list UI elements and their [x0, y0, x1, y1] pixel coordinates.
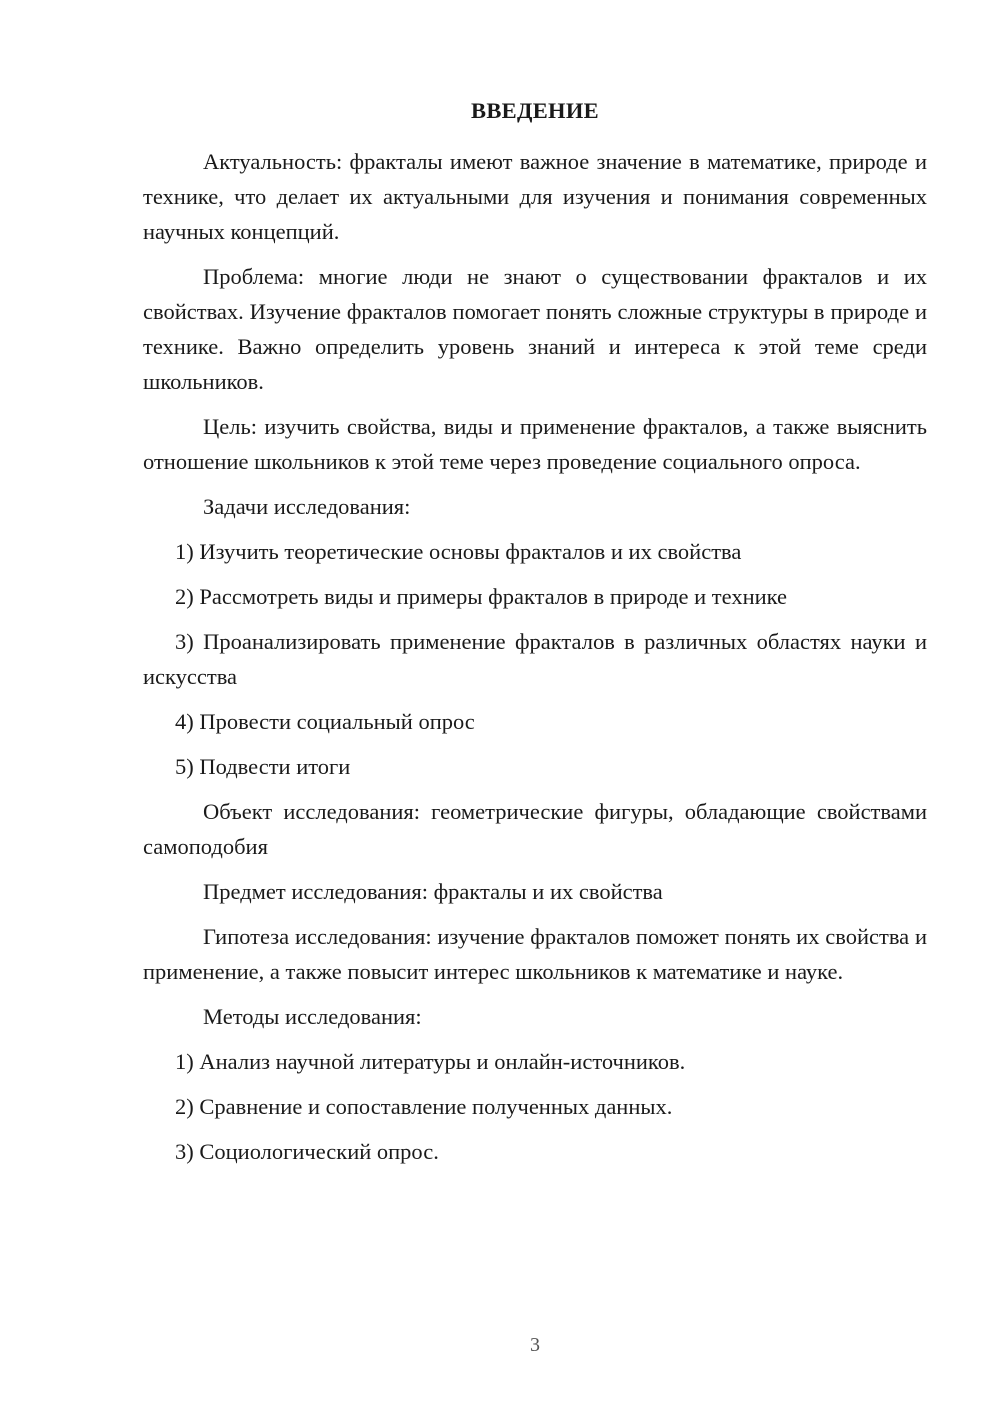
method-item-2: 2) Сравнение и сопоставление полученных данных. — [175, 1094, 673, 1119]
object-paragraph: Объект исследования: геометрические фигуры, обладающие свойствами самоподобия — [143, 799, 927, 859]
goal-paragraph: Цель: изучить свойства, виды и применение фракталов, а также выяснить отношение школьников к этой теме через проведение социального опроса. — [143, 414, 927, 474]
task-item-3: 3) Проанализировать применение фракталов в различных областях науки и искусства — [143, 629, 927, 689]
task-item-2: 2) Рассмотреть виды и примеры фракталов в природе и технике — [175, 584, 788, 609]
section-heading: ВВЕДЕНИЕ — [471, 98, 599, 123]
tasks-title: Задачи исследования: — [203, 494, 411, 519]
subject-paragraph: Предмет исследования: фракталы и их свойства — [203, 879, 663, 904]
method-item-1: 1) Анализ научной литературы и онлайн-источников. — [175, 1049, 686, 1074]
task-item-5: 5) Подвести итоги — [175, 754, 351, 779]
hypothesis-paragraph: Гипотеза исследования: изучение фракталов поможет понять их свойства и применение, а также повысит интерес школьников к математике и науке. — [143, 924, 927, 984]
page-number: 3 — [530, 1334, 540, 1356]
task-item-1: 1) Изучить теоретические основы фракталов и их свойства — [175, 539, 742, 564]
relevance-paragraph: Актуальность: фракталы имеют важное значение в математике, природе и технике, что делает их актуальными для изучения и понимания современных научных концепций. — [143, 149, 927, 244]
method-item-3: 3) Социологический опрос. — [175, 1139, 439, 1164]
problem-paragraph: Проблема: многие люди не знают о существовании фракталов и их свойствах. Изучение фракталов помогает понять сложные структуры в природе и технике. Важно определить уровень знаний и интереса к этой теме среди школьников. — [143, 264, 927, 394]
document-page — [143, 96, 927, 1179]
task-item-4: 4) Провести социальный опрос — [175, 709, 475, 734]
methods-title: Методы исследования: — [203, 1004, 422, 1029]
